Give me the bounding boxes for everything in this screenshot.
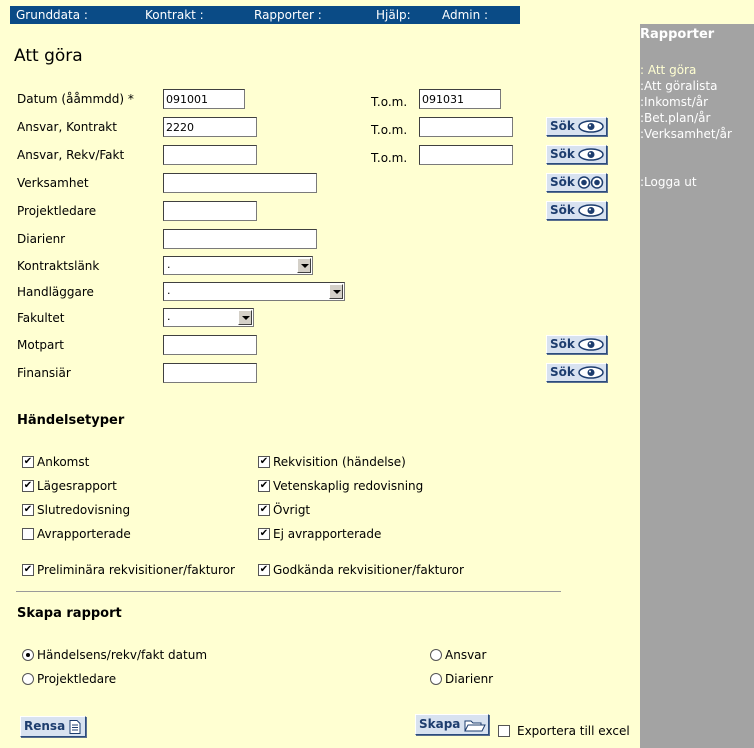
- menu-rapporter[interactable]: Rapporter :: [254, 8, 322, 22]
- sidebar: [640, 24, 754, 748]
- kontraktslank-select[interactable]: [163, 256, 313, 275]
- projektledare-label: Projektledare: [17, 204, 97, 218]
- chevron-down-icon[interactable]: [238, 310, 252, 325]
- rekvisition-checkbox[interactable]: ✔: [259, 456, 269, 467]
- diarienr-label: Diarienr: [17, 232, 66, 246]
- sok-label: Sök: [550, 147, 575, 161]
- sok-projektledare-button[interactable]: [546, 201, 607, 220]
- ej-avrapporterade-label: Ej avrapporterade: [273, 527, 382, 541]
- ankomst-checkbox[interactable]: ✔: [23, 456, 33, 467]
- export-excel-checkbox[interactable]: [498, 725, 510, 737]
- skapa-label: Skapa: [419, 717, 461, 731]
- ovrigt-label: Övrigt: [273, 503, 311, 517]
- sok-ansvar-rekv-button[interactable]: [546, 145, 607, 164]
- ovrigt-checkbox[interactable]: ✔: [259, 504, 269, 515]
- skapa-rapport-title: Skapa rapport: [17, 606, 122, 621]
- sidebar-link-verksamhet[interactable]: :Verksamhet/år: [640, 127, 732, 141]
- divider: [16, 591, 561, 592]
- diarienr-radio-label: Diarienr: [445, 672, 494, 686]
- kontraktslank-value: .: [167, 258, 171, 271]
- ansvar-kontrakt-label: Ansvar, Kontrakt: [17, 120, 117, 134]
- sok-label: Sök: [550, 365, 575, 379]
- ansvar-kontrakt-tom-label: T.o.m.: [371, 123, 408, 137]
- ansvar-rekv-input[interactable]: [163, 145, 257, 165]
- finansiar-input[interactable]: [163, 363, 257, 383]
- verksamhet-label: Verksamhet: [17, 176, 89, 190]
- ansvar-rekv-tom-input[interactable]: [419, 145, 513, 165]
- verksamhet-input[interactable]: [163, 173, 317, 193]
- eye-icon: [578, 120, 604, 133]
- eye-icon: [578, 338, 604, 351]
- ankomst-label: Ankomst: [37, 455, 90, 469]
- sok-label: Sök: [550, 119, 575, 133]
- rensa-button[interactable]: [20, 716, 86, 737]
- skapa-button[interactable]: [415, 714, 489, 735]
- handlaggare-label: Handläggare: [17, 285, 94, 299]
- menu-hjalp[interactable]: Hjälp:: [376, 8, 411, 22]
- ansvar-radio[interactable]: [430, 649, 442, 661]
- lagesrapport-label: Lägesrapport: [37, 479, 117, 493]
- fakultet-select[interactable]: [163, 308, 254, 327]
- export-excel-label: Exportera till excel: [517, 724, 630, 738]
- kontraktslank-label: Kontraktslänk: [17, 259, 100, 273]
- fakultet-label: Fakultet: [17, 311, 65, 325]
- sok-motpart-button[interactable]: [546, 335, 607, 354]
- eyes-icon: [577, 176, 605, 189]
- sok-ansvar-kontrakt-button[interactable]: [546, 117, 607, 136]
- ansvar-kontrakt-input[interactable]: [163, 117, 257, 137]
- sok-label: Sök: [550, 175, 575, 189]
- sok-finansiar-button[interactable]: [546, 363, 607, 382]
- ansvar-radio-label: Ansvar: [445, 648, 487, 662]
- lagesrapport-checkbox[interactable]: ✔: [23, 480, 33, 491]
- slutredovisning-label: Slutredovisning: [37, 503, 131, 517]
- vetenskaplig-checkbox[interactable]: ✔: [259, 480, 269, 491]
- projektledare-input[interactable]: [163, 201, 257, 221]
- motpart-input[interactable]: [163, 335, 257, 355]
- eye-icon: [578, 148, 604, 161]
- eye-icon: [578, 366, 604, 379]
- datum-tom-label: T.o.m.: [371, 95, 408, 109]
- handlaggare-select[interactable]: [163, 282, 345, 301]
- datum-label: Datum (ååmmdd) *: [17, 92, 134, 106]
- sok-verksamhet-button[interactable]: [546, 173, 607, 192]
- projektledare-radio-label: Projektledare: [37, 672, 117, 686]
- rekvisition-label: Rekvisition (händelse): [273, 455, 406, 469]
- ej-avrapporterade-checkbox[interactable]: ✔: [259, 528, 269, 539]
- diarienr-radio[interactable]: [430, 673, 442, 685]
- vetenskaplig-label: Vetenskaplig redovisning: [273, 479, 424, 493]
- finansiar-label: Finansiär: [17, 366, 71, 380]
- rensa-label: Rensa: [24, 719, 66, 733]
- menu-grunddata[interactable]: Grunddata :: [16, 8, 88, 22]
- godkanda-checkbox[interactable]: ✔: [259, 564, 269, 575]
- handelse-datum-label: Händelsens/rekv/fakt datum: [37, 648, 208, 662]
- ansvar-kontrakt-tom-input[interactable]: [419, 117, 513, 137]
- datum-from-input[interactable]: [163, 89, 245, 109]
- eye-icon: [578, 204, 604, 217]
- chevron-down-icon[interactable]: [329, 284, 343, 299]
- avrapporterade-label: Avrapporterade: [37, 527, 131, 541]
- datum-tom-input[interactable]: [419, 89, 501, 109]
- sidebar-title: Rapporter: [640, 27, 715, 42]
- menu-admin[interactable]: Admin :: [442, 8, 489, 22]
- handlaggare-value: .: [167, 284, 171, 297]
- preliminara-checkbox[interactable]: ✔: [23, 564, 33, 575]
- fakultet-value: .: [167, 310, 171, 323]
- top-menu-bar: [10, 6, 520, 24]
- sok-label: Sök: [550, 337, 575, 351]
- sidebar-link-inkomst[interactable]: :Inkomst/år: [640, 95, 709, 109]
- projektledare-radio[interactable]: [22, 673, 34, 685]
- chevron-down-icon[interactable]: [297, 258, 311, 273]
- document-icon: [69, 720, 81, 734]
- avrapporterade-checkbox[interactable]: [22, 528, 34, 540]
- sok-label: Sök: [550, 203, 575, 217]
- sidebar-link-att-goralista[interactable]: :Att göralista: [640, 79, 718, 93]
- slutredovisning-checkbox[interactable]: ✔: [23, 504, 33, 515]
- diarienr-input[interactable]: [163, 229, 317, 249]
- sidebar-link-logga-ut[interactable]: :Logga ut: [640, 175, 697, 189]
- ansvar-rekv-tom-label: T.o.m.: [371, 151, 408, 165]
- menu-kontrakt[interactable]: Kontrakt :: [145, 8, 204, 22]
- sidebar-link-att-gora[interactable]: : Att göra: [640, 63, 697, 77]
- godkanda-label: Godkända rekvisitioner/fakturor: [273, 563, 464, 577]
- handelse-datum-radio[interactable]: [22, 649, 34, 661]
- ansvar-rekv-label: Ansvar, Rekv/Fakt: [17, 148, 125, 162]
- folder-open-icon: [464, 718, 486, 732]
- handelsetyper-title: Händelsetyper: [17, 413, 125, 428]
- motpart-label: Motpart: [17, 338, 65, 352]
- page-title: Att göra: [14, 46, 83, 66]
- preliminara-label: Preliminära rekvisitioner/fakturor: [37, 563, 235, 577]
- sidebar-link-betplan[interactable]: :Bet.plan/år: [640, 111, 711, 125]
